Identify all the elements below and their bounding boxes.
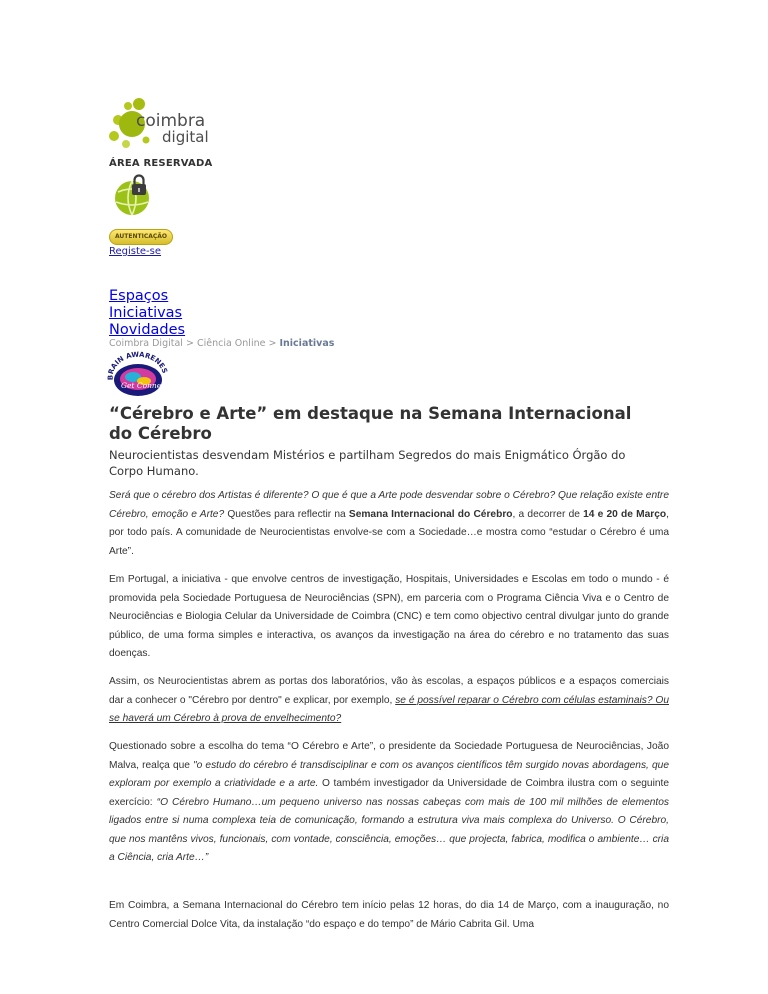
- authentication-button[interactable]: AUTENTICAÇÃO: [109, 229, 173, 245]
- paragraph-emphasis: "o estudo do cérebro é transdisciplinar e com os avanços científicos têm surgido novas abordagens, que exploram por exemplo a criatividade e a arte.: [109, 759, 669, 789]
- nav-item-espacos[interactable]: Espaços: [109, 288, 169, 304]
- reserved-area-title: ÁREA RESERVADA: [109, 158, 213, 169]
- lock-globe-icon: [110, 172, 158, 220]
- nav-item-iniciativas[interactable]: Iniciativas: [109, 305, 183, 321]
- logo-text-top: coimbra: [136, 111, 206, 131]
- breadcrumb-section[interactable]: Ciência Online: [196, 338, 266, 349]
- paragraph-text: , por todo país. A comunidade de Neurocientistas envolve-se com a Sociedade…e mostra como “estudar o Cérebro é uma Arte”.: [109, 508, 669, 557]
- paragraph-emphasis: “O Cérebro Humano…um pequeno universo nas nossas cabeças com mais de 100 mil milhões de elementos ligados entre si numa complexa teia de comunicação, formando a estrutura viva mais complexa do Universo. O Cérebro, que nos mantêns vivos, funcionais, com vontade, consciência, emoções… que projecta, fabrica, modifica o ambiente… cria a Ciência, cria Arte…”: [109, 796, 669, 863]
- breadcrumb-home[interactable]: Coimbra Digital: [109, 338, 183, 349]
- paragraph-text: O também investigador da Universidade de Coimbra ilustra com o seguinte exercício:: [109, 778, 670, 808]
- main-nav: [109, 288, 185, 339]
- paragraph-strong: Semana Internacional do Cérebro: [348, 508, 513, 520]
- article-subtitle: Neurocientistas desvendam Mistérios e partilham Segredos do mais Enigmático Órgão do Corpo Humano.: [109, 448, 626, 478]
- logo-text-bottom: digital: [162, 128, 209, 146]
- article-paragraph: [109, 487, 669, 561]
- brain-awareness-week-badge: [107, 350, 169, 400]
- article-title: “Cérebro e Arte” em destaque na Semana Internacional do Cérebro: [109, 404, 632, 443]
- coimbra-digital-logo[interactable]: [106, 96, 216, 156]
- breadcrumb-separator: >: [185, 338, 194, 349]
- paragraph-emphasis: Será que o cérebro dos Artistas é diferente? O que é que a Arte pode desvendar sobre o Cérebro? Que relação existe entre Cérebro, emoção e Arte?: [109, 490, 669, 520]
- nav-item-novidades[interactable]: Novidades: [109, 322, 186, 338]
- paragraph-text: Assim, os Neurocientistas abrem as portas dos laboratórios, vão às escolas, a espaços públicos e a espaços comerciais dar a conhecer o "Cérebro por dentro" e explicar, por exemplo,: [109, 676, 669, 706]
- badge-bottom-text: Get Connect: [121, 381, 169, 390]
- article-paragraph: [109, 738, 669, 868]
- paragraph-emphasis: se é possível reparar o Cérebro com células estaminais? Ou se haverá um Cérebro à prova de envelhecimento?: [109, 694, 669, 724]
- register-link[interactable]: Registe-se: [109, 246, 162, 257]
- paragraph-text: Questionado sobre a escolha do tema “O Cérebro e Arte”, o presidente da Sociedade Portuguesa de Neurociências, João Malva, realça que: [109, 741, 669, 771]
- paragraph-strong: 14 e 20 de Março: [583, 508, 667, 520]
- article-paragraph: Em Coimbra, a Semana Internacional do Cérebro tem início pelas 12 horas, do dia 14 de Março, com a inauguração, no Centro Comercial Dolce Vita, da instalação “do espaço e do tempo” de Mário Cabrita Gil. Uma: [109, 900, 669, 930]
- breadcrumb: [109, 338, 334, 349]
- badge-top-text: BRAIN AWARENES: [107, 350, 169, 381]
- article-paragraph: Em Portugal, a iniciativa - que envolve centros de investigação, Hospitais, Universidades e Escolas em todo o mundo - é promovida pela Sociedade Portuguesa de Neurociências (SPN), em parceria com o Programa Ciência Viva e o Centro de Neurociências e Biologia Celular da Universidade de Coimbra (CNC) e tem como objectivo central divulgar junto do grande público, de uma forma simples e interactiva, os avanços da investigação na área do cérebro e no tratamento das suas doenças.: [109, 574, 669, 659]
- article-paragraph: [109, 673, 669, 729]
- paragraph-text: Questões para reflectir na: [224, 508, 349, 520]
- breadcrumb-separator: >: [268, 338, 277, 349]
- breadcrumb-current: Iniciativas: [279, 338, 335, 349]
- paragraph-text: , a decorrer de: [512, 508, 584, 520]
